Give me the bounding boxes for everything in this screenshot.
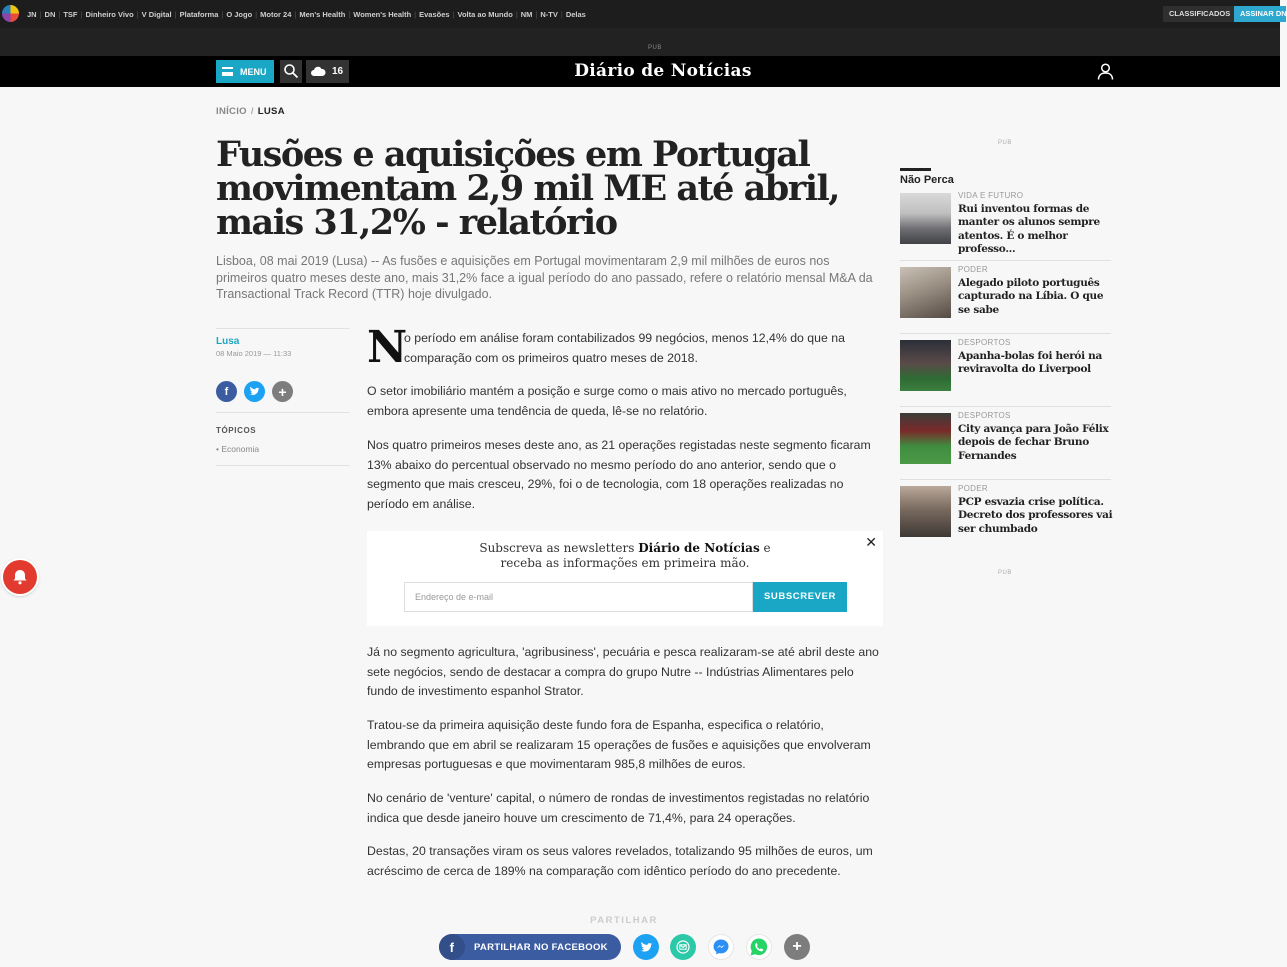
sidebar-article[interactable] [900,406,1111,479]
close-icon[interactable]: ✕ [865,534,877,550]
article-thumbnail[interactable] [900,193,951,244]
email-share-button[interactable] [670,934,696,960]
twitter-icon [640,942,653,953]
paragraph: No cenário de 'venture' capital, o número de rondas de investimentos registadas no relatório indica que desde janeiro houve um crescimento de 71,4%, para 24 operações. [367,791,870,825]
twitter-share-button[interactable] [633,934,659,960]
topic-label: Economia [221,444,260,454]
facebook-share-label: PARTILHAR NO FACEBOOK [474,941,608,953]
article-lead: Lisboa, 08 mai 2019 (Lusa) -- As fusões e aquisições em Portugal movimentaram 2,9 mil milhões de euros nos primeiros quatro meses deste ano, mais 31,2% face a igual período do ano passado, refere o relatório mensal M&A da Transactional Track Record (TTR) hoje divulgado. [216,254,873,301]
more-share-button[interactable] [784,934,810,960]
sidebar-title: Não Perca [900,174,954,186]
network-link[interactable]: Evasões [419,9,450,19]
paragraph: Tratou-se da primeira aquisição deste fundo fora de Espanha, especifica o relatório, lembrando que em abril se realizaram 15 operações de fusões e aquisições que envolveram empresas portuguesas e que movimentaram 985,8 milhões de euros. [367,718,871,772]
user-account-icon[interactable] [1097,63,1114,80]
article-headline[interactable]: Apanha-bolas foi herói na reviravolta do Liverpool [958,350,1103,376]
facebook-share-icon[interactable]: f [216,381,237,402]
bell-icon [10,567,30,587]
paragraph: o período em análise foram contabilizados 99 negócios, menos 12,4% do que na comparação com os primeiros quatro meses de 2018. [404,331,845,365]
article-thumbnail[interactable] [900,486,951,537]
newsletter-text-line2: receba as informações em primeira mão. [500,556,750,570]
network-link[interactable]: NM [520,9,533,19]
whatsapp-icon [749,937,769,957]
divider [216,412,350,413]
article-headline[interactable]: PCP esvazia crise política. Decreto dos professores vai ser chumbado [958,496,1113,535]
article-headline[interactable]: Rui inventou formas de manter os alunos sempre atentos. É o melhor professo... [958,203,1100,255]
network-link[interactable]: V Digital [141,9,172,19]
ad-label: PUB [998,140,1012,146]
messenger-icon [712,938,730,956]
share-label: PARTILHAR [590,915,658,926]
article-title: Fusões e aquisições em Portugal movimentam 2,9 mil ME até abril, mais 31,2% - relatório [216,134,839,243]
whatsapp-share-button[interactable] [746,934,772,960]
email-icon [676,940,690,954]
cloud-icon [310,66,326,77]
network-link[interactable]: Dinheiro Vivo [85,9,134,19]
article-thumbnail[interactable] [900,340,951,391]
notification-button[interactable] [3,560,37,594]
more-share-icon[interactable]: + [272,381,293,402]
paragraph: Nos quatro primeiros meses deste ano, as 21 operações registadas neste segmento ficaram 13% abaixo do percentual observado no mesmo período do ano anterior, sendo que o segmento que mais cresceu, 29%, foi o de tecnologia, com 18 operações realizadas no período em análise. [367,438,871,511]
facebook-icon: f [439,934,465,960]
search-button[interactable] [280,60,302,83]
article-thumbnail[interactable] [900,267,951,318]
facebook-share-button[interactable] [439,934,621,960]
ad-slot-top [0,28,1280,56]
drop-cap: N [367,322,408,373]
network-link[interactable]: TSF [63,9,78,19]
classificados-button[interactable]: CLASSIFICADOS [1163,6,1236,22]
network-link[interactable]: Men's Health [299,9,346,19]
global-media-logo-icon[interactable] [2,5,19,22]
article-category[interactable]: DESPORTOS [958,411,1011,420]
article-share-small [216,381,293,402]
sidebar-article[interactable] [900,187,1111,260]
article-meta [216,328,350,358]
network-link[interactable]: Women's Health [353,9,412,19]
network-link[interactable]: Plataforma [179,9,219,19]
network-link[interactable]: Delas [565,9,586,19]
twitter-share-icon[interactable] [244,381,265,402]
weather-widget[interactable] [306,60,349,83]
topics-label: TÓPICOS [216,426,257,435]
paragraph: Destas, 20 transações viram os seus valores revelados, totalizando 95 milhões de euros, um acréscimo de cerca de 189% na comparação com idêntico período do ano precedente. [367,844,873,878]
article-category[interactable]: VIDA E FUTURO [958,191,1024,200]
network-links: JN | DN | TSF | Dinheiro Vivo | V Digital | Plataforma | O Jogo | Motor 24 | Men's Health | Women's Health | Evasões | Volta ao Mundo | NM | N-TV | Delas [27,9,586,19]
network-link[interactable]: Motor 24 [260,9,292,19]
newsletter-text-part: Subscreva as newsletters [479,541,639,555]
sidebar-article[interactable] [900,479,1111,552]
email-field[interactable]: Endereço de e-mail [404,582,753,612]
network-link[interactable]: Volta ao Mundo [457,9,513,19]
site-header [0,56,1280,87]
messenger-share-button[interactable] [708,934,734,960]
article-headline[interactable]: City avança para João Félix depois de fechar Bruno Fernandes [958,423,1109,462]
breadcrumb-current[interactable]: LUSA [257,106,285,117]
ad-label: PUB [648,45,662,51]
menu-label: MENU [240,66,267,77]
breadcrumb-separator: / [250,106,254,117]
divider [216,465,350,466]
network-bar [0,0,1287,28]
network-link[interactable]: JN [27,9,37,19]
sidebar-article[interactable] [900,333,1111,406]
search-icon [283,63,299,79]
network-link[interactable]: O Jogo [226,9,253,19]
article-category[interactable]: DESPORTOS [958,338,1011,347]
section-accent [900,168,931,171]
paragraph: O setor imobiliário mantém a posição e surge como o mais ativo no mercado português, embora apresente uma tendência de queda, lê-se no relatório. [367,384,847,418]
plus-icon: + [792,938,802,955]
breadcrumb [216,106,285,117]
newsletter-text [367,541,883,571]
subscribe-newsletter-button[interactable]: SUBSCREVER [753,582,847,612]
newsletter-box [367,531,883,626]
hamburger-icon [222,67,233,76]
subscribe-button[interactable]: ASSINAR DN [1234,6,1286,22]
network-link[interactable]: N-TV [540,9,558,19]
ad-label: PUB [998,570,1012,576]
weather-temperature: 16 [332,66,344,77]
article-headline[interactable]: Alegado piloto português capturado na Líbia. O que se sabe [958,277,1104,316]
paragraph: Já no segmento agricultura, 'agribusiness', pecuária e pesca realizaram-se até abril deste ano sete negócios, sendo de destacar a compra do grupo Nutre -- Indústrias Alimentares pelo fundo de investimento espanhol Strator. [367,645,879,699]
article-thumbnail[interactable] [900,413,951,464]
sidebar-article[interactable] [900,260,1111,333]
breadcrumb-home[interactable]: INÍCIO [216,106,247,117]
menu-button[interactable] [216,60,274,83]
article-category[interactable]: PODER [958,484,988,493]
newsletter-text-part: e [759,541,771,555]
network-link[interactable]: DN [44,9,56,19]
article-category[interactable]: PODER [958,265,988,274]
article-date: 08 Maio 2019 — 11:33 [216,349,292,358]
site-logo[interactable]: Diário de Notícias [574,61,752,81]
newsletter-brand: Diário de Notícias [638,541,760,555]
article-author[interactable]: Lusa [216,336,240,347]
topic-link[interactable]: • Economia [216,444,260,454]
